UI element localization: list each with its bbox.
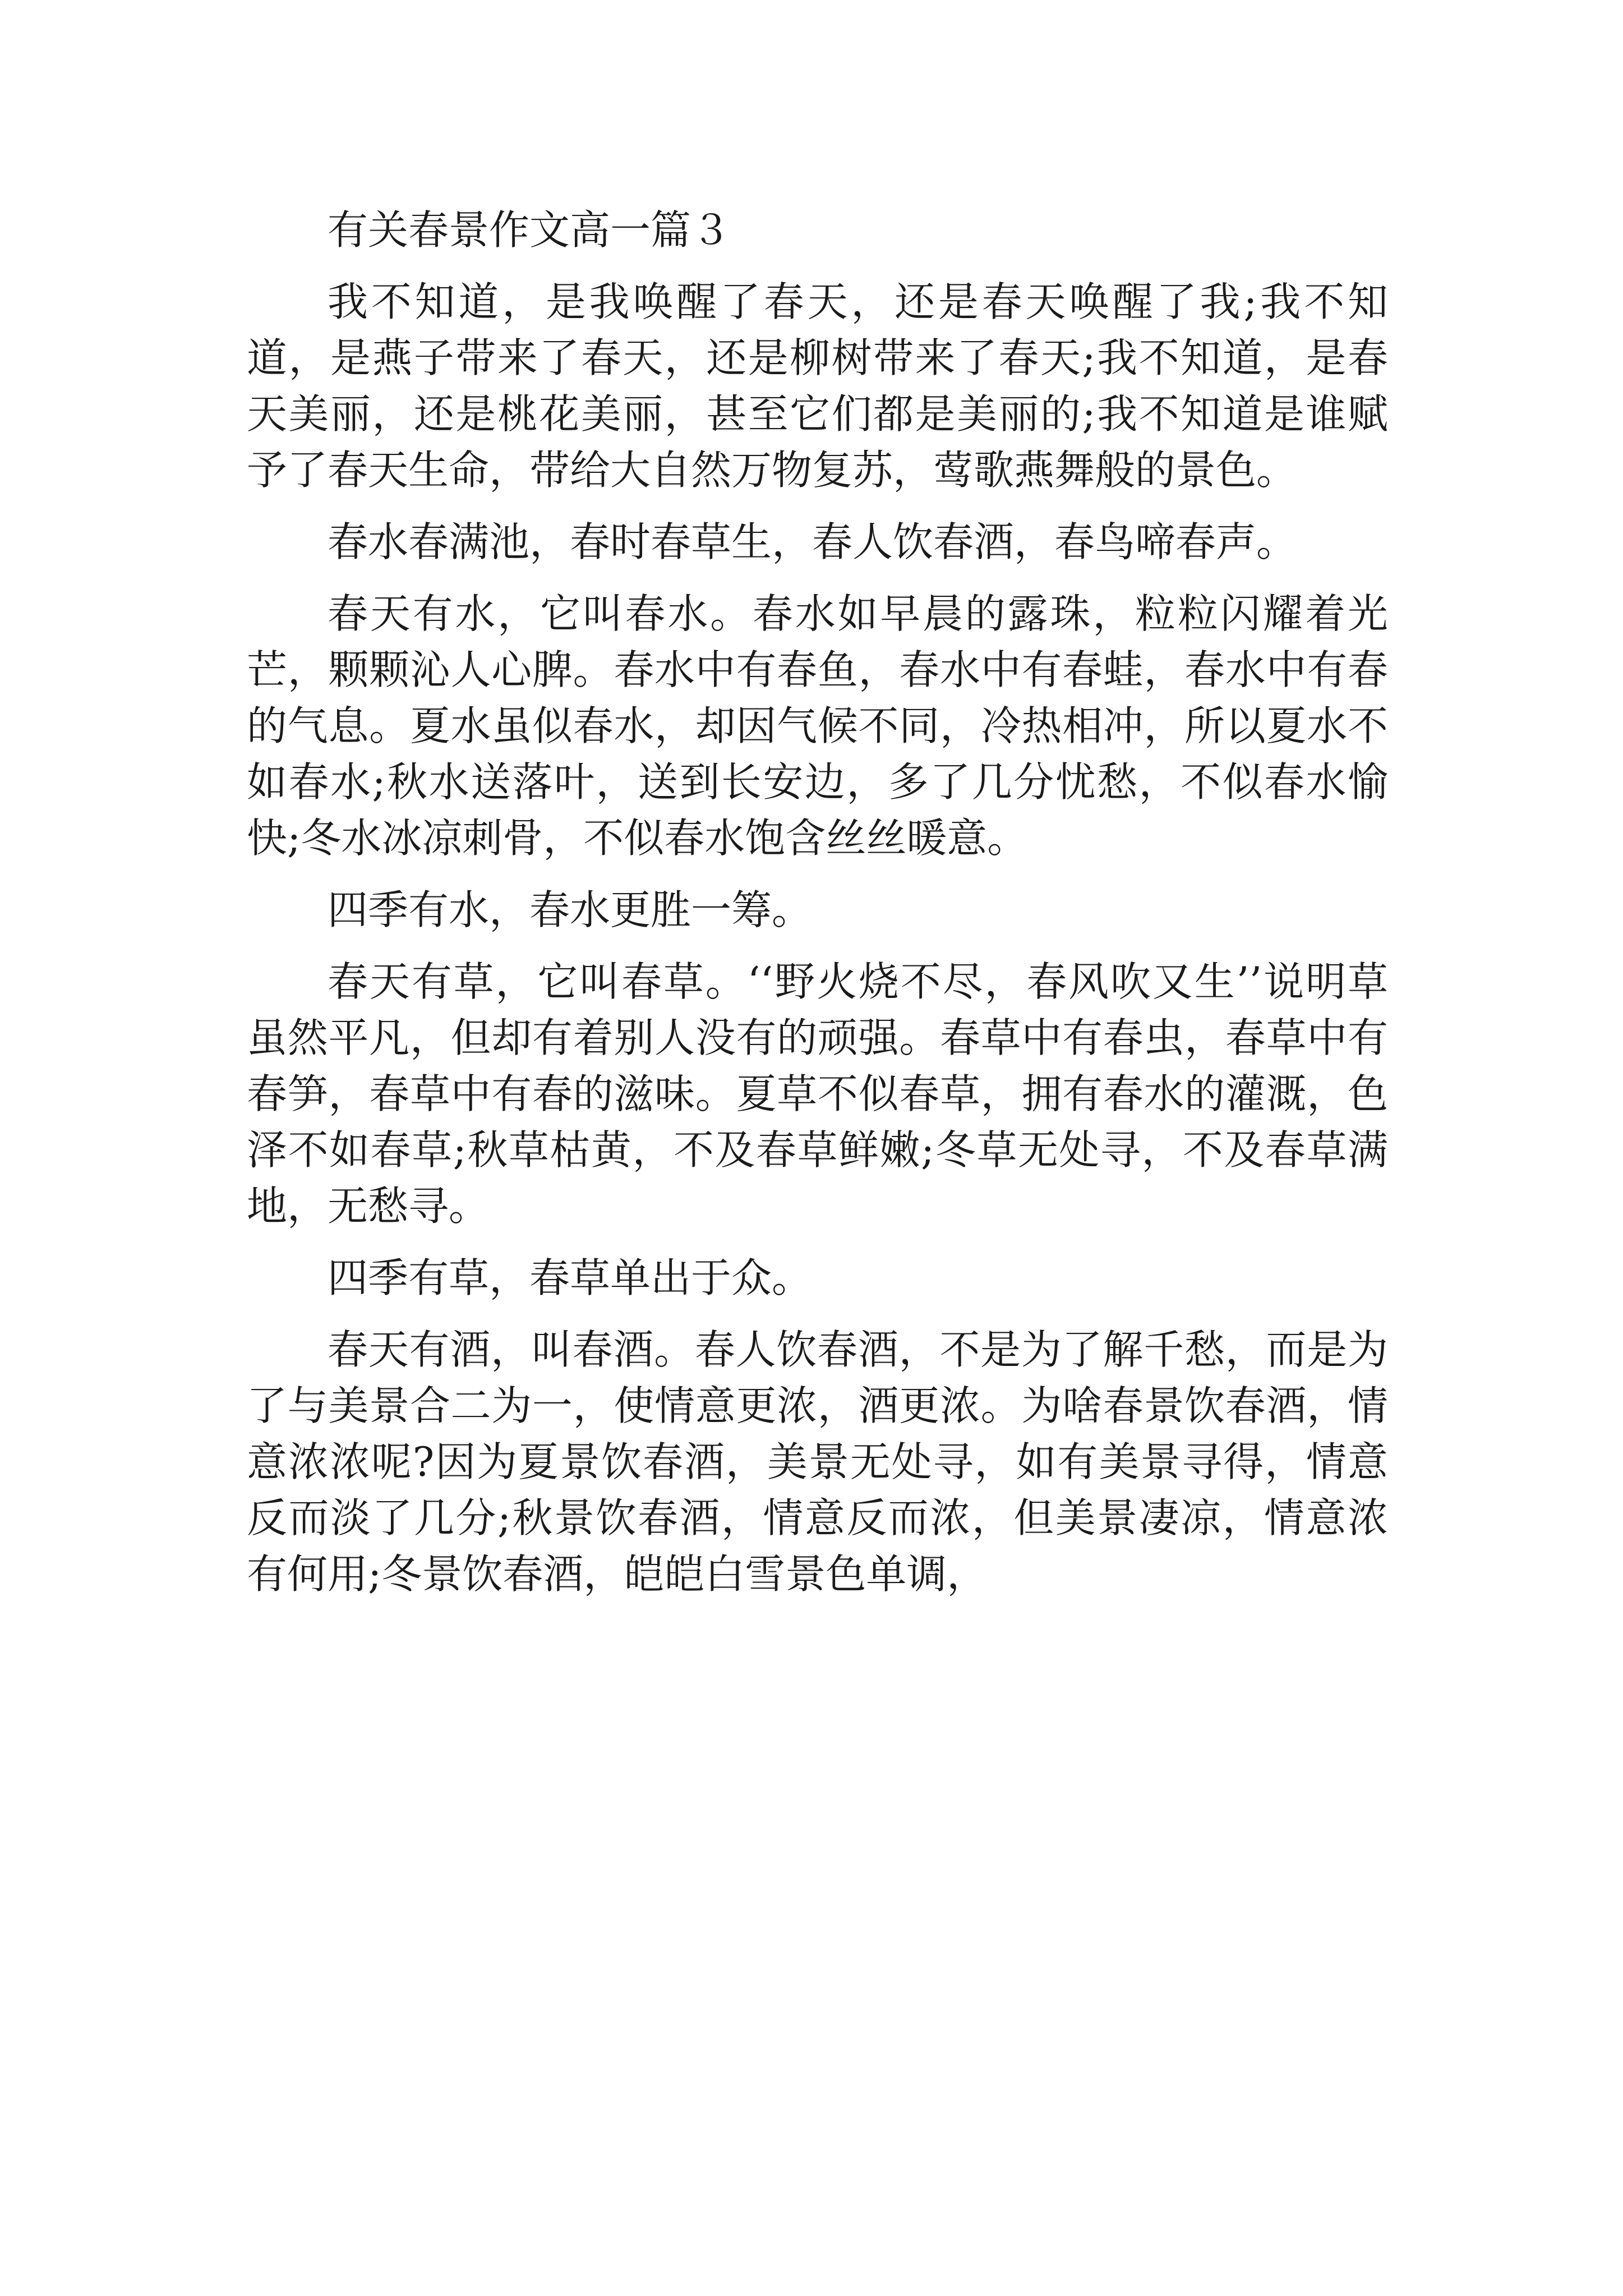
paragraph-1: 我不知道，是我唤醒了春天，还是春天唤醒了我;我不知道，是燕子带来了春天，还是柳树带来了春天;我不知道，是春天美丽，还是桃花美丽，甚至它们都是美丽的;我不知道是谁赋予了春天生命，带给大自然万物复苏，莺歌燕舞般的景色。 bbox=[247, 278, 1388, 494]
paragraph-7: 春天有酒，叫春酒。春人饮春酒，不是为了解千愁，而是为了与美景合二为一，使情意更浓，酒更浓。为啥春景饮春酒，情意浓浓呢?因为夏景饮春酒，美景无处寻，如有美景寻得，情意反而淡了几分;秋景饮春酒，情意反而浓，但美景凄凉，情意浓有何用;冬景饮春酒，皑皑白雪景色单调， bbox=[247, 1326, 1388, 1598]
paragraph-3: 春天有水，它叫春水。春水如早晨的露珠，粒粒闪耀着光芒，颗颗沁人心脾。春水中有春鱼，春水中有春蛙，春水中有春的气息。夏水虽似春水，却因气候不同，冷热相冲，所以夏水不如春水;秋水送落叶，送到长安边，多了几分忧愁，不似春水愉快;冬水冰凉刺骨，不似春水饱含丝丝暖意。 bbox=[247, 590, 1388, 862]
paragraph-6: 四季有草，春草单出于众。 bbox=[328, 1254, 813, 1301]
paragraph-2: 春水春满池，春时春草生，春人饮春酒，春鸟啼春声。 bbox=[328, 518, 1297, 565]
paragraph-5: 春天有草，它叫春草。‘‘野火烧不尽，春风吹又生’’说明草虽然平凡，但却有着别人没有的顽强。春草中有春虫，春草中有春笋，春草中有春的滋味。夏草不似春草，拥有春水的灌溉，色泽不如春草;秋草枯黄，不及春草鲜嫩;冬草无处寻，不及春草满地，无愁寻。 bbox=[247, 958, 1388, 1230]
article-title: 有关春景作文高一篇３ bbox=[328, 206, 732, 254]
article-body bbox=[247, 202, 1388, 1602]
paragraph-4: 四季有水，春水更胜一筹。 bbox=[328, 886, 813, 933]
